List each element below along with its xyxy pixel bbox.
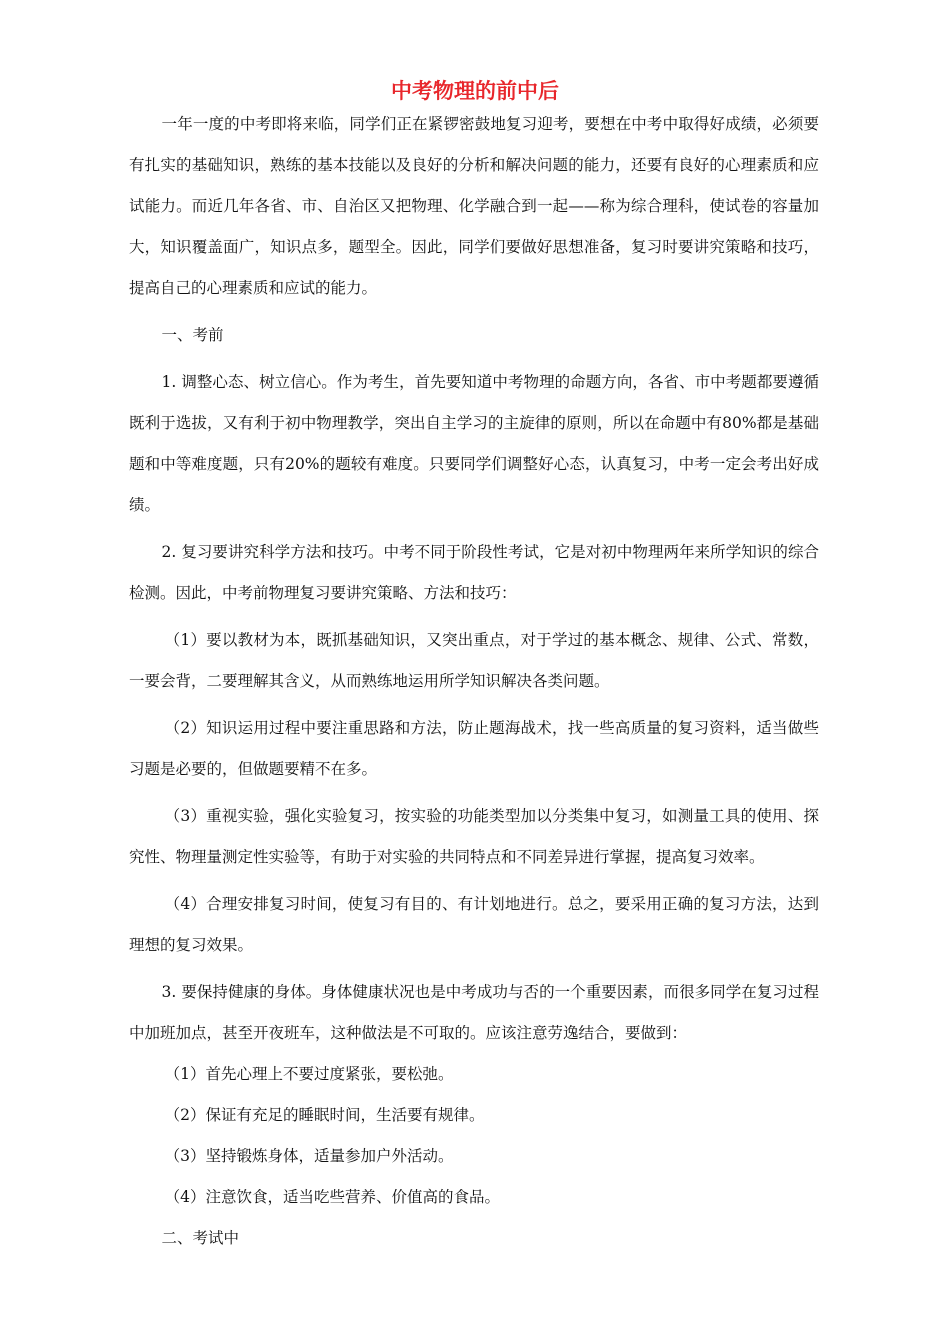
point-2-paragraph: 2. 复习要讲究科学方法和技巧。中考不同于阶段性考试，它是对初中物理两年来所学知识的综合检测。因此，中考前物理复习要讲究策略、方法和技巧： [129, 543, 819, 602]
document-title: 中考物理的前中后 [391, 78, 559, 103]
point-3-item-1: （1）首先心理上不要过度紧张，要松弛。 [164, 1065, 454, 1083]
point-3-item-3: （3）坚持锻炼身体，适量参加户外活动。 [164, 1147, 454, 1165]
point-1-paragraph: 1. 调整心态、树立信心。作为考生，首先要知道中考物理的命题方向，各省、市中考题都要遵循既利于选拔，又有利于初中物理教学，突出自主学习的主旋律的原则，所以在命题中有80%都是基础题和中等难度题，只有20%的题较有难度。只要同学们调整好心态，认真复习，中考一定会考出好成绩。 [129, 373, 819, 514]
point-3-paragraph: 3. 要保持健康的身体。身体健康状况也是中考成功与否的一个重要因素，而很多同学在复习过程中加班加点，甚至开夜班车，这种做法是不可取的。应该注意劳逸结合，要做到： [129, 983, 819, 1042]
point-2-item-1: （1）要以教材为本，既抓基础知识，又突出重点，对于学过的基本概念、规律、公式、常数，一要会背，二要理解其含义，从而熟练地运用所学知识解决各类问题。 [129, 631, 819, 690]
section-heading-during-exam: 二、考试中 [161, 1229, 240, 1247]
document-body [129, 104, 819, 1259]
point-2-item-4: （4）合理安排复习时间，使复习有目的、有计划地进行。总之，要采用正确的复习方法，达到理想的复习效果。 [129, 895, 819, 954]
point-2-item-3: （3）重视实验，强化实验复习，按实验的功能类型加以分类集中复习，如测量工具的使用、探究性、物理量测定性实验等，有助于对实验的共同特点和不同差异进行掌握，提高复习效率。 [129, 807, 819, 866]
intro-paragraph: 一年一度的中考即将来临，同学们正在紧锣密鼓地复习迎考，要想在中考中取得好成绩，必须要有扎实的基础知识，熟练的基本技能以及良好的分析和解决问题的能力，还要有良好的心理素质和应试能力。而近几年各省、市、自治区又把物理、化学融合到一起——称为综合理科，使试卷的容量加大，知识覆盖面广，知识点多，题型全。因此，同学们要做好思想准备，复习时要讲究策略和技巧，提高自己的心理素质和应试的能力。 [129, 115, 819, 297]
section-heading-before-exam: 一、考前 [161, 326, 224, 344]
point-2-item-2: （2）知识运用过程中要注重思路和方法，防止题海战术，找一些高质量的复习资料，适当做些习题是必要的，但做题要精不在多。 [129, 719, 819, 778]
point-3-item-2: （2）保证有充足的睡眠时间，生活要有规律。 [164, 1106, 485, 1124]
point-3-item-4: （4）注意饮食，适当吃些营养、价值高的食品。 [164, 1188, 501, 1206]
